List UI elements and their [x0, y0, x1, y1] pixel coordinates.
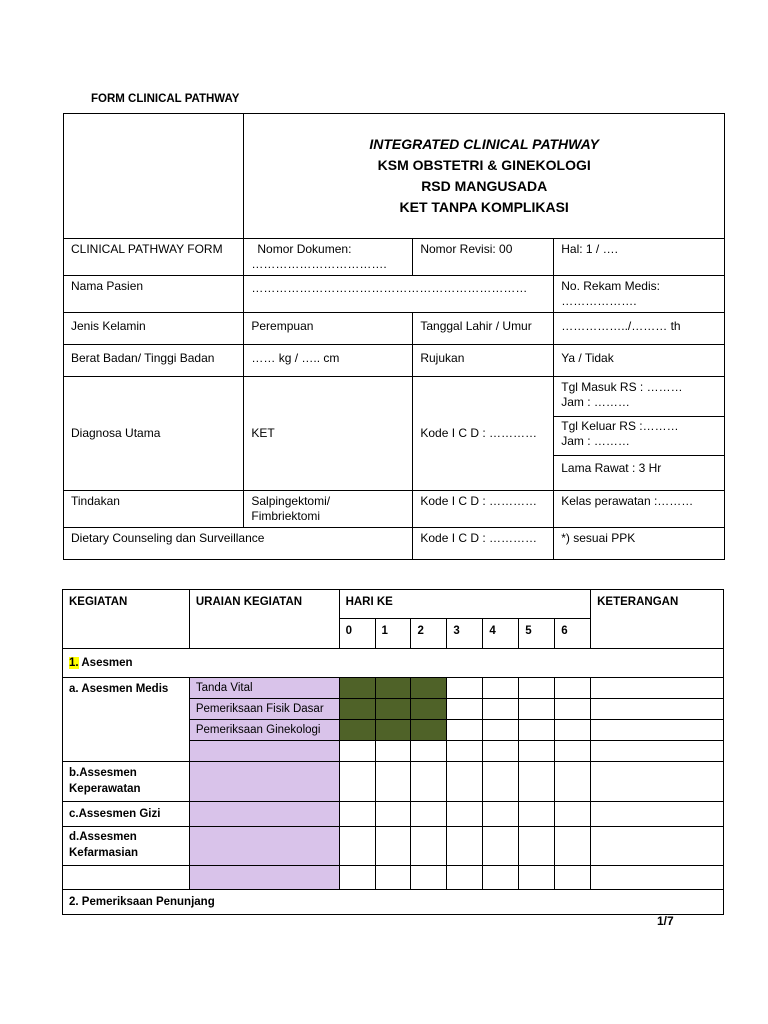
- tindakan-label: Tindakan: [64, 491, 244, 528]
- dietary-label: Dietary Counseling dan Surveillance: [64, 528, 413, 560]
- header-line-2: KSM OBSTETRI & GINEKOLOGI: [377, 157, 591, 173]
- cell-tv-d5[interactable]: [519, 678, 555, 699]
- asesmen-keperawatan-line-1: b.Assesmen: [69, 767, 137, 779]
- cell-pg-d3[interactable]: [447, 720, 483, 741]
- nomor-dokumen-cell[interactable]: [244, 239, 413, 276]
- tanggal-lahir-value[interactable]: ……………../……… th: [554, 313, 725, 345]
- cell-gz-keterangan[interactable]: [591, 802, 724, 827]
- cell-kf-d6[interactable]: [555, 827, 591, 866]
- cell-b1-d4[interactable]: [483, 741, 519, 762]
- cell-kp-d3[interactable]: [447, 762, 483, 802]
- berat-badan-label: Berat Badan/ Tinggi Badan: [64, 345, 244, 377]
- cell-tv-d0[interactable]: [339, 678, 375, 699]
- rujukan-label: Rujukan: [413, 345, 554, 377]
- uraian-kefarmasian[interactable]: [189, 827, 339, 866]
- cell-tv-d3[interactable]: [447, 678, 483, 699]
- document-title: FORM CLINICAL PATHWAY: [91, 93, 240, 105]
- day-5: 5: [519, 619, 555, 649]
- pathway-header: [244, 114, 725, 239]
- header-line-3: RSD MANGUSADA: [421, 178, 548, 194]
- tanggal-lahir-label: Tanggal Lahir / Umur: [413, 313, 554, 345]
- asesmen-medis-label: a. Asesmen Medis: [63, 678, 190, 762]
- cell-kf-d5[interactable]: [519, 827, 555, 866]
- cell-kf-keterangan[interactable]: [591, 827, 724, 866]
- cell-kf-d3[interactable]: [447, 827, 483, 866]
- header-uraian: URAIAN KEGIATAN: [189, 590, 339, 649]
- cell-tv-d4[interactable]: [483, 678, 519, 699]
- asesmen-kefarmasian-line-1: d.Assesmen: [69, 831, 137, 843]
- asesmen-keperawatan-line-2: Keperawatan: [69, 783, 141, 795]
- tgl-keluar[interactable]: Tgl Keluar RS :………: [561, 419, 679, 433]
- nomor-dokumen-value: …………………………….: [251, 257, 387, 271]
- cell-kf-d1[interactable]: [375, 827, 411, 866]
- patient-form-table: [63, 113, 725, 560]
- day-1: 1: [375, 619, 411, 649]
- cell-b2-keterangan[interactable]: [591, 866, 724, 890]
- nomor-revisi: Nomor Revisi: 00: [413, 239, 554, 276]
- cell-tv-d1[interactable]: [375, 678, 411, 699]
- cell-tv-d6[interactable]: [555, 678, 591, 699]
- cell-pf-d5[interactable]: [519, 699, 555, 720]
- day-2: 2: [411, 619, 447, 649]
- cell-pf-d4[interactable]: [483, 699, 519, 720]
- rawat-inap-table: [554, 377, 724, 490]
- diagnosa-label: Diagnosa Utama: [64, 377, 244, 491]
- asesmen-kefarmasian-label: [63, 827, 190, 866]
- cell-pg-d5[interactable]: [519, 720, 555, 741]
- rawat-inap-cell: [554, 377, 725, 491]
- section-asesmen: [63, 649, 724, 678]
- tgl-masuk[interactable]: Tgl Masuk RS : ………: [561, 380, 683, 394]
- cell-pf-d0[interactable]: [339, 699, 375, 720]
- uraian-blank-2[interactable]: [189, 866, 339, 890]
- cell-kf-d4[interactable]: [483, 827, 519, 866]
- asesmen-keperawatan-label: [63, 762, 190, 802]
- cell-gz-d1[interactable]: [375, 802, 411, 827]
- day-4: 4: [483, 619, 519, 649]
- cell-kf-d2[interactable]: [411, 827, 447, 866]
- rekam-medis-value: ……………….: [561, 294, 637, 308]
- section-pemeriksaan-penunjang: 2. Pemeriksaan Penunjang: [63, 890, 724, 915]
- uraian-keperawatan[interactable]: [189, 762, 339, 802]
- logo-cell: [64, 114, 244, 239]
- cell-b1-d5[interactable]: [519, 741, 555, 762]
- day-6: 6: [555, 619, 591, 649]
- cell-kp-d4[interactable]: [483, 762, 519, 802]
- berat-badan-value[interactable]: …… kg / ….. cm: [244, 345, 413, 377]
- cell-pf-d1[interactable]: [375, 699, 411, 720]
- cell-b1-d6[interactable]: [555, 741, 591, 762]
- page-number: 1/7: [657, 914, 674, 928]
- header-kegiatan: KEGIATAN: [63, 590, 190, 649]
- cell-b1-d1[interactable]: [375, 741, 411, 762]
- cell-kf-d0[interactable]: [339, 827, 375, 866]
- cell-b1-keterangan[interactable]: [591, 741, 724, 762]
- cell-gz-d5[interactable]: [519, 802, 555, 827]
- sesuai-ppk: *) sesuai PPK: [554, 528, 725, 560]
- header-keterangan: KETERANGAN: [591, 590, 724, 649]
- cell-b1-d0[interactable]: [339, 741, 375, 762]
- halaman: Hal: 1 / ….: [554, 239, 725, 276]
- kegiatan-blank-2[interactable]: [63, 866, 190, 890]
- rekam-medis-label: No. Rekam Medis:: [561, 279, 660, 293]
- cell-kp-d5[interactable]: [519, 762, 555, 802]
- cell-tv-keterangan[interactable]: [591, 678, 724, 699]
- lama-rawat[interactable]: Lama Rawat : 3 Hr: [561, 461, 662, 475]
- nama-pasien-field[interactable]: ……………………………………………………………: [244, 276, 554, 313]
- cell-b1-d2[interactable]: [411, 741, 447, 762]
- cp-form-label: CLINICAL PATHWAY FORM: [64, 239, 244, 276]
- activity-table: [62, 589, 724, 915]
- cell-kp-keterangan[interactable]: [591, 762, 724, 802]
- asesmen-kefarmasian-line-2: Kefarmasian: [69, 847, 139, 859]
- cell-b2-d1[interactable]: [375, 866, 411, 890]
- day-3: 3: [447, 619, 483, 649]
- header-hari-ke: HARI KE: [339, 590, 591, 619]
- asesmen-gizi-label: c.Assesmen Gizi: [63, 802, 190, 827]
- cell-pf-d2[interactable]: [411, 699, 447, 720]
- tindakan-value[interactable]: [244, 491, 413, 528]
- kelas-perawatan[interactable]: Kelas perawatan :………: [554, 491, 725, 528]
- rekam-medis-cell[interactable]: [554, 276, 725, 313]
- cell-pg-d2[interactable]: [411, 720, 447, 741]
- kode-icd-diagnosa[interactable]: Kode I C D : …………: [413, 377, 554, 491]
- header-line-4: KET TANPA KOMPLIKASI: [399, 199, 569, 215]
- cell-gz-d4[interactable]: [483, 802, 519, 827]
- cell-b2-d5[interactable]: [519, 866, 555, 890]
- jam-masuk[interactable]: Jam : ………: [561, 395, 630, 409]
- day-0: 0: [339, 619, 375, 649]
- kode-icd-dietary[interactable]: Kode I C D : …………: [413, 528, 554, 560]
- cell-pg-d0[interactable]: [339, 720, 375, 741]
- tindakan-value-line-2: Fimbriektomi: [251, 509, 321, 523]
- section-asesmen-number: 1.: [69, 657, 79, 669]
- cell-kp-d6[interactable]: [555, 762, 591, 802]
- cell-kp-d1[interactable]: [375, 762, 411, 802]
- cell-tv-d2[interactable]: [411, 678, 447, 699]
- rujukan-value[interactable]: Ya / Tidak: [554, 345, 725, 377]
- header-line-1: INTEGRATED CLINICAL PATHWAY: [369, 136, 600, 152]
- cell-b2-d3[interactable]: [447, 866, 483, 890]
- jam-keluar[interactable]: Jam : ………: [561, 434, 630, 448]
- cell-kp-d0[interactable]: [339, 762, 375, 802]
- jenis-kelamin-label: Jenis Kelamin: [64, 313, 244, 345]
- jenis-kelamin-value[interactable]: Perempuan: [244, 313, 413, 345]
- cell-b2-d6[interactable]: [555, 866, 591, 890]
- cell-b2-d2[interactable]: [411, 866, 447, 890]
- cell-pg-d1[interactable]: [375, 720, 411, 741]
- cell-gz-d3[interactable]: [447, 802, 483, 827]
- uraian-blank-1[interactable]: [189, 741, 339, 762]
- cell-pf-d3[interactable]: [447, 699, 483, 720]
- tindakan-value-line-1: Salpingektomi/: [251, 494, 331, 508]
- uraian-tanda-vital: Tanda Vital: [189, 678, 339, 699]
- nomor-dokumen-label: Nomor Dokumen:: [257, 242, 352, 256]
- cell-gz-d0[interactable]: [339, 802, 375, 827]
- cell-gz-d6[interactable]: [555, 802, 591, 827]
- cell-kp-d2[interactable]: [411, 762, 447, 802]
- nama-pasien-label: Nama Pasien: [64, 276, 244, 313]
- uraian-pemeriksaan-ginekologi: Pemeriksaan Ginekologi: [189, 720, 339, 741]
- cell-b1-d3[interactable]: [447, 741, 483, 762]
- cell-b2-d0[interactable]: [339, 866, 375, 890]
- cell-b2-d4[interactable]: [483, 866, 519, 890]
- uraian-gizi[interactable]: [189, 802, 339, 827]
- uraian-pemeriksaan-fisik: Pemeriksaan Fisik Dasar: [189, 699, 339, 720]
- cell-pf-d6[interactable]: [555, 699, 591, 720]
- section-asesmen-label: Asesmen: [78, 657, 133, 669]
- kode-icd-tindakan[interactable]: Kode I C D : …………: [413, 491, 554, 528]
- cell-pg-keterangan[interactable]: [591, 720, 724, 741]
- cell-gz-d2[interactable]: [411, 802, 447, 827]
- cell-pg-d6[interactable]: [555, 720, 591, 741]
- diagnosa-value[interactable]: KET: [244, 377, 413, 491]
- cell-pg-d4[interactable]: [483, 720, 519, 741]
- cell-pf-keterangan[interactable]: [591, 699, 724, 720]
